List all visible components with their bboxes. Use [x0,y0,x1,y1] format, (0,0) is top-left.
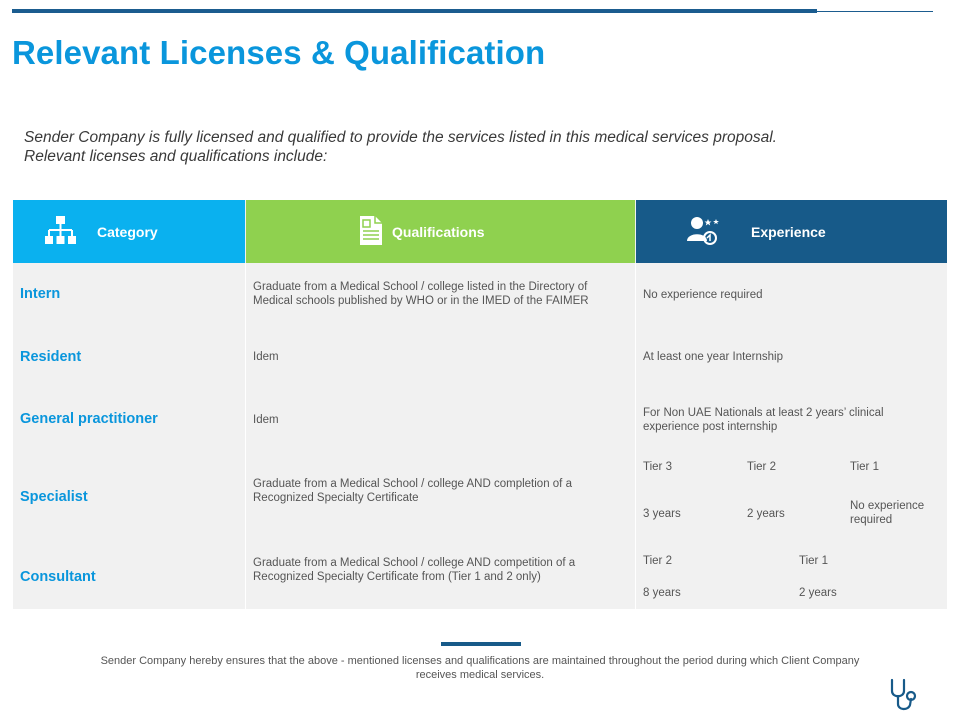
category-specialist: Specialist [20,489,88,505]
top-accent-line [12,9,817,13]
specialist-tier-1-years: No experience required [850,500,925,526]
top-accent-line-thin [817,11,933,12]
qualifications-header-label: Qualifications [392,224,485,240]
consultant-tier-1-years: 2 years [799,587,837,599]
category-intern: Intern [20,286,61,302]
category-resident: Resident [20,349,82,365]
specialist-tier-3-years: 3 years [643,508,681,520]
footnote: Sender Company hereby ensures that the above - mentioned licenses and qualifications are maintained throughout the period during which Client Company receives medical services. [100,655,860,681]
qualification-consultant: Graduate from a Medical School / college AND competition of a Recognized Specialty Certificate from (Tier 1 and 2 only) [253,557,576,583]
hierarchy-icon [44,215,77,247]
footnote-accent-bar [441,642,521,646]
qualification-general-practitioner: Idem [253,414,279,426]
user-star-icon [686,216,720,246]
qualifications-table [13,200,947,609]
experience-general-practitioner: For Non UAE Nationals at least 2 years’ clinical experience post internship [643,407,884,433]
column-divider [245,263,246,609]
intro-text [24,128,884,166]
intro-line-1: Sender Company is fully licensed and qualified to provide the services listed in this medical services proposal. [24,129,777,146]
qualification-intern: Graduate from a Medical School / college listed in the Directory of Medical schools published by WHO or in the IMED of the FAIMER [253,281,589,307]
experience-intern: No experience required [643,289,763,301]
specialist-tier-1-label: Tier 1 [850,461,879,473]
consultant-tier-2-label: Tier 2 [643,555,672,567]
column-divider [635,263,636,609]
category-header [13,200,245,263]
qualification-specialist: Graduate from a Medical School / college AND completion of a Recognized Specialty Certificate [253,478,572,504]
qualification-resident: Idem [253,351,279,363]
specialist-tier-3-label: Tier 3 [643,461,672,473]
category-header-label: Category [97,224,158,240]
category-general-practitioner: General practitioner [20,411,158,427]
experience-header-label: Experience [751,224,826,240]
experience-header [636,200,947,263]
page-title: Relevant Licenses & Qualification [12,34,546,71]
consultant-tier-1-label: Tier 1 [799,555,828,567]
category-consultant: Consultant [20,569,96,585]
experience-resident: At least one year Internship [643,351,783,363]
specialist-tier-2-years: 2 years [747,508,785,520]
qualifications-header [246,200,635,263]
document-icon [359,215,383,246]
stethoscope-icon [888,677,918,717]
consultant-tier-2-years: 8 years [643,587,681,599]
intro-line-2: Relevant licenses and qualifications include: [24,148,328,165]
specialist-tier-2-label: Tier 2 [747,461,776,473]
